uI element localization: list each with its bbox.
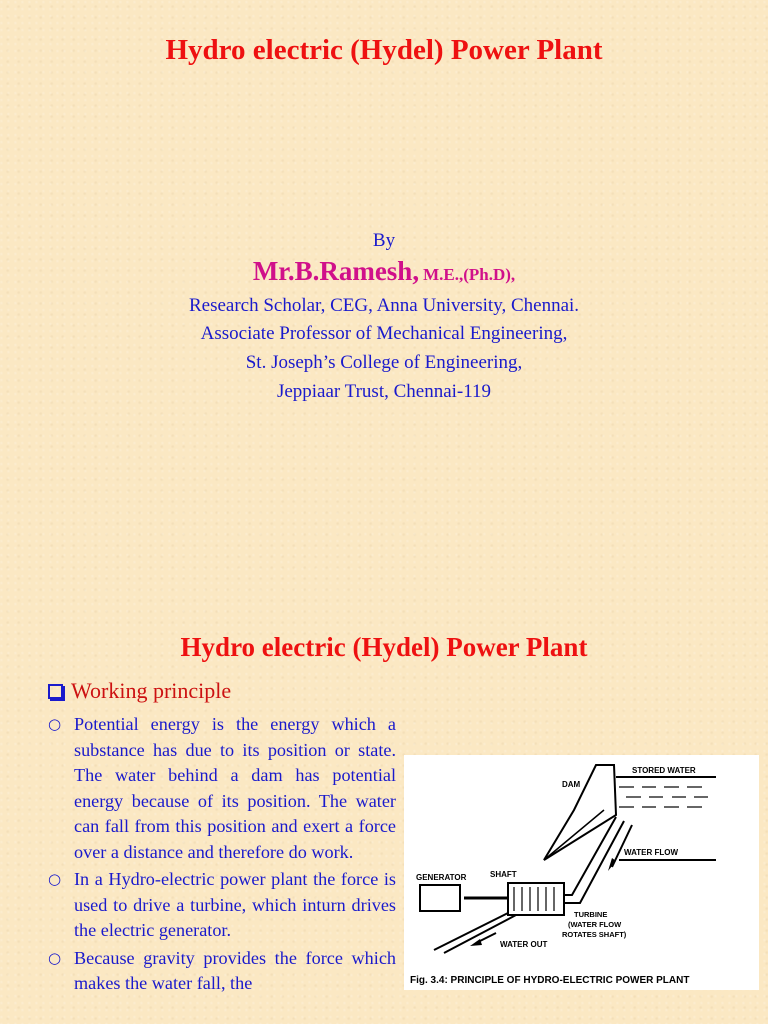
label-dam: DAM — [562, 780, 581, 789]
label-generator: GENERATOR — [416, 873, 467, 882]
stored-water-hatch — [619, 787, 708, 807]
circle-bullet-icon: ○ — [48, 870, 62, 888]
author-line — [0, 256, 768, 287]
label-water-out: WATER OUT — [500, 940, 548, 949]
label-turbine-note: (WATER FLOW — [568, 920, 622, 929]
label-turbine: TURBINE — [574, 910, 608, 919]
figure-caption: Fig. 3.4: PRINCIPLE OF HYDRO-ELECTRIC POWER PLANT — [410, 975, 690, 986]
bullet-text: In a Hydro-electric power plant the force is used to drive a turbine, which inturn drives the electric generator. — [74, 869, 396, 940]
author-name: Mr.B.Ramesh, — [252, 256, 420, 286]
section-heading — [48, 678, 231, 704]
diagram-svg — [404, 755, 759, 990]
author-degree: M.E.,(Ph.D), — [423, 265, 516, 284]
list-item — [48, 946, 396, 997]
content-slide — [0, 600, 768, 1024]
list-item — [48, 867, 396, 944]
slide-title: Hydro electric (Hydel) Power Plant — [180, 632, 588, 662]
label-water-flow: WATER FLOW — [624, 848, 679, 857]
label-shaft: SHAFT — [490, 870, 517, 879]
affiliation-line: Associate Professor of Mechanical Engineering, — [200, 323, 568, 344]
bullet-text: Potential energy is the energy which a substance has due to its position or state. The water behind a dam has potential energy because of its position. The water can fall from this position and exert a force over a distance and therefore do work. — [74, 714, 396, 862]
out-arrow-head — [470, 939, 482, 946]
checkbox-bullet-icon — [48, 684, 63, 699]
affiliation-line: St. Joseph’s College of Engineering, — [245, 352, 523, 373]
affiliation-line: Jeppiaar Trust, Chennai-119 — [276, 381, 492, 402]
affiliation-line: Research Scholar, CEG, Anna University, Chennai. — [188, 295, 580, 316]
generator-box — [420, 885, 460, 911]
hydro-plant-diagram — [404, 755, 759, 990]
bullet-text: Because gravity provides the force which makes the water fall, the — [74, 947, 396, 993]
label-turbine-note: ROTATES SHAFT) — [562, 930, 627, 939]
by-label: By — [372, 230, 396, 251]
circle-bullet-icon: ○ — [48, 948, 62, 967]
heading-text: Working principle — [71, 678, 232, 703]
list-item — [48, 712, 396, 865]
circle-bullet-icon: ○ — [48, 715, 62, 733]
slide-title: Hydro electric (Hydel) Power Plant — [165, 34, 603, 66]
label-stored-water: STORED WATER — [632, 766, 696, 775]
bullet-list — [48, 712, 396, 999]
turbine-box — [508, 883, 564, 915]
